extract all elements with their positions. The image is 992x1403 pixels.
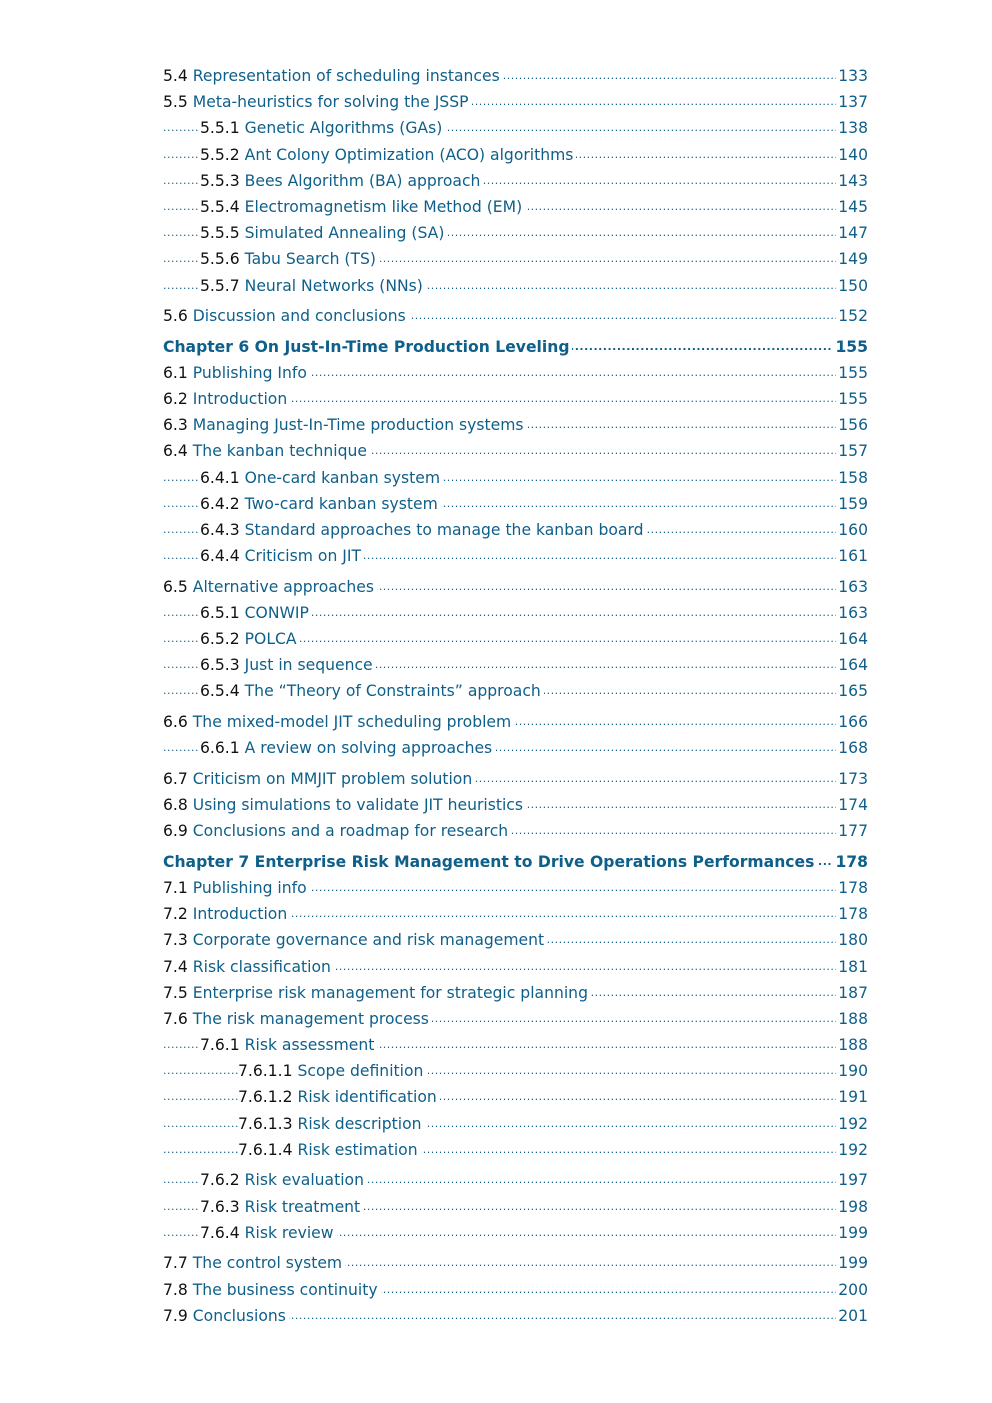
- section-number: 7.6.2: [200, 1171, 240, 1190]
- page-number: 178: [836, 901, 868, 927]
- page-number: 137: [836, 89, 868, 115]
- section-title: One-card kanban system: [244, 468, 441, 487]
- section-title: Risk evaluation: [244, 1171, 364, 1190]
- section-title: Risk assessment: [244, 1036, 375, 1055]
- section-number: 7.6: [163, 1009, 188, 1028]
- toc-entry-label: [163, 1010, 432, 1028]
- page-number: 165: [836, 678, 868, 704]
- page-number: 178: [836, 875, 868, 901]
- toc-entry-label: [163, 958, 334, 976]
- toc-entry[interactable]: [163, 1250, 868, 1276]
- toc-entry[interactable]: [163, 1111, 868, 1137]
- section-title: Genetic Algorithms (GAs): [244, 119, 443, 138]
- section-title: Discussion and conclusions: [192, 307, 406, 326]
- section-title: Electromagnetism like Method (EM): [244, 197, 523, 216]
- page-number: 191: [836, 1084, 868, 1110]
- toc-entry-label: [200, 146, 576, 164]
- toc-entry[interactable]: [163, 1167, 868, 1193]
- toc-entry[interactable]: [163, 678, 868, 704]
- toc-entry[interactable]: [163, 517, 868, 543]
- page-number: 174: [836, 792, 868, 818]
- section-number: 6.3: [163, 416, 188, 435]
- page-number: 164: [836, 626, 868, 652]
- page-number: 156: [836, 412, 868, 438]
- section-title: Criticism on JIT: [244, 547, 362, 566]
- section-title: Enterprise Risk Management to Drive Operations Performances: [254, 852, 815, 871]
- section-number: 6.2: [163, 390, 188, 409]
- toc-entry-label: [163, 93, 472, 111]
- page-number: 159: [836, 491, 868, 517]
- toc-entry-label: [163, 67, 503, 85]
- toc-entry[interactable]: [163, 792, 868, 818]
- page-number: 133: [836, 63, 868, 89]
- toc-entry[interactable]: [163, 543, 868, 569]
- page-number: 163: [836, 600, 868, 626]
- toc-entry-label: [200, 604, 312, 622]
- section-title: POLCA: [244, 630, 297, 649]
- section-title: Just in sequence: [244, 656, 373, 675]
- section-title: On Just-In-Time Production Leveling: [254, 337, 570, 356]
- section-number: 6.8: [163, 796, 188, 815]
- toc-entry-label: [163, 338, 572, 356]
- page-number: 150: [836, 273, 868, 299]
- page-number: 149: [836, 246, 868, 272]
- toc-entry-label: [163, 796, 526, 814]
- toc-entry[interactable]: [163, 360, 868, 386]
- toc-entry[interactable]: [163, 89, 868, 115]
- page-number: 198: [836, 1194, 868, 1220]
- section-number: 6.4.4: [200, 547, 240, 566]
- page-number: 197: [836, 1167, 868, 1193]
- section-title: Risk classification: [192, 957, 331, 976]
- toc-entry-label: [200, 119, 445, 137]
- toc-entry[interactable]: [163, 1058, 868, 1084]
- toc-entry-label: [163, 1254, 345, 1272]
- section-number: 5.5.6: [200, 250, 240, 269]
- section-number: 7.7: [163, 1254, 188, 1273]
- toc-entry[interactable]: [163, 273, 868, 299]
- page-number: 173: [836, 766, 868, 792]
- toc-entry[interactable]: [163, 246, 868, 272]
- toc-entry-label: [163, 822, 511, 840]
- toc-entry[interactable]: [163, 142, 868, 168]
- toc-entry-label: [200, 495, 441, 513]
- toc-entry-label: [200, 521, 647, 539]
- page-number: 155: [833, 334, 868, 360]
- toc-entry[interactable]: [163, 220, 868, 246]
- toc-entry[interactable]: [163, 626, 868, 652]
- toc-entry-label: [200, 198, 525, 216]
- toc-entry-label: [238, 1088, 440, 1106]
- toc-entry-label: [200, 682, 544, 700]
- page-number: 155: [836, 386, 868, 412]
- toc-entry-label: [200, 1198, 363, 1216]
- section-number: 5.5.3: [200, 171, 240, 190]
- section-number: 7.4: [163, 957, 188, 976]
- page-number: 199: [836, 1220, 868, 1246]
- section-title: Risk treatment: [244, 1197, 361, 1216]
- section-number: 6.6: [163, 713, 188, 732]
- section-number: 7.6.1.1: [238, 1062, 293, 1081]
- section-title: Scope definition: [297, 1062, 424, 1081]
- toc-entry[interactable]: [163, 1006, 868, 1032]
- toc-entry[interactable]: [163, 875, 868, 901]
- toc-entry-label: [200, 224, 447, 242]
- section-title: Risk review: [244, 1223, 334, 1242]
- page-number: 201: [836, 1303, 868, 1329]
- toc-entry[interactable]: [163, 600, 868, 626]
- section-title: Tabu Search (TS): [244, 250, 377, 269]
- section-number: 7.8: [163, 1280, 188, 1299]
- page-number: 147: [836, 220, 868, 246]
- section-number: 6.5.1: [200, 603, 240, 622]
- section-title: Risk identification: [297, 1088, 437, 1107]
- toc-entry[interactable]: [163, 954, 868, 980]
- section-number: 7.3: [163, 931, 188, 950]
- section-title: The business continuity: [192, 1280, 378, 1299]
- page-number: 155: [836, 360, 868, 386]
- page-number: 199: [836, 1250, 868, 1276]
- page-number: 161: [836, 543, 868, 569]
- section-title: Risk description: [297, 1114, 422, 1133]
- toc-entry-label: [200, 739, 495, 757]
- section-title: Bees Algorithm (BA) approach: [244, 171, 481, 190]
- section-number: Chapter 6: [163, 337, 250, 356]
- toc-entry-label: [163, 390, 290, 408]
- page-number: 187: [836, 980, 868, 1006]
- toc-entry[interactable]: [163, 1032, 868, 1058]
- section-number: Chapter 7: [163, 852, 250, 871]
- section-title: Representation of scheduling instances: [192, 67, 500, 85]
- toc-entry[interactable]: [163, 168, 868, 194]
- section-title: Introduction: [192, 905, 288, 924]
- section-title: Conclusions and a roadmap for research: [192, 822, 509, 841]
- toc-entry-label: [163, 713, 514, 731]
- section-number: 5.5.2: [200, 145, 240, 164]
- page-number: 180: [836, 927, 868, 953]
- page-number: 200: [836, 1277, 868, 1303]
- page-number: 143: [836, 168, 868, 194]
- section-number: 6.5.3: [200, 656, 240, 675]
- section-number: 6.1: [163, 363, 188, 382]
- toc-entry[interactable]: [163, 412, 868, 438]
- toc-entry-label: [238, 1062, 426, 1080]
- toc-entry-label: [200, 656, 376, 674]
- section-number: 5.5.5: [200, 224, 240, 243]
- toc-entry-label: [163, 984, 591, 1002]
- toc-entry-label: [200, 1224, 337, 1242]
- toc-entry[interactable]: [163, 491, 868, 517]
- page-number: 192: [836, 1111, 868, 1137]
- toc-entry[interactable]: [163, 927, 868, 953]
- page-number: 188: [836, 1006, 868, 1032]
- section-number: 6.5.4: [200, 682, 240, 701]
- section-number: 7.2: [163, 905, 188, 924]
- toc-entry-label: [238, 1115, 425, 1133]
- toc-entry[interactable]: [163, 652, 868, 678]
- toc-entry-label: [200, 1036, 377, 1054]
- section-number: 5.4: [163, 67, 188, 85]
- section-title: CONWIP: [244, 603, 309, 622]
- section-title: The risk management process: [192, 1009, 429, 1028]
- section-number: 5.6: [163, 307, 188, 326]
- toc-entry-label: [200, 469, 443, 487]
- page-number: 168: [836, 735, 868, 761]
- toc-chapter-entry[interactable]: [163, 849, 868, 875]
- section-number: 7.6.1.2: [238, 1088, 293, 1107]
- section-number: 6.4.3: [200, 520, 240, 539]
- section-number: 5.5.1: [200, 119, 240, 138]
- page-number: 163: [836, 574, 868, 600]
- section-title: Introduction: [192, 390, 288, 409]
- section-title: The kanban technique: [192, 442, 367, 461]
- section-number: 5.5: [163, 93, 188, 112]
- toc-entry[interactable]: [163, 1084, 868, 1110]
- section-title: Two-card kanban system: [244, 494, 438, 513]
- toc-entry[interactable]: [163, 194, 868, 220]
- toc-entry[interactable]: [163, 438, 868, 464]
- section-number: 6.5.2: [200, 630, 240, 649]
- page-number: 157: [836, 438, 868, 464]
- section-title: A review on solving approaches: [244, 739, 493, 758]
- section-title: Publishing Info: [192, 363, 307, 382]
- toc-chapter-entry[interactable]: [163, 334, 868, 360]
- page-number: 166: [836, 709, 868, 735]
- section-title: Corporate governance and risk management: [192, 931, 545, 950]
- page-number: 192: [836, 1137, 868, 1163]
- section-number: 7.6.1.4: [238, 1140, 293, 1159]
- page-number: 190: [836, 1058, 868, 1084]
- section-number: 6.4: [163, 442, 188, 461]
- toc-entry[interactable]: [163, 901, 868, 927]
- toc-entry[interactable]: [163, 766, 868, 792]
- toc-entry-label: [163, 905, 290, 923]
- section-number: 6.6.1: [200, 739, 240, 758]
- section-title: Neural Networks (NNs): [244, 276, 423, 295]
- toc-entry-label: [200, 277, 426, 295]
- toc-entry-label: [200, 547, 364, 565]
- section-number: 7.5: [163, 983, 188, 1002]
- toc-entry-label: [200, 1171, 367, 1189]
- toc-entry[interactable]: [163, 465, 868, 491]
- toc-entry-label: [163, 1281, 381, 1299]
- section-number: 7.6.4: [200, 1223, 240, 1242]
- toc-entry[interactable]: [163, 1303, 868, 1329]
- toc-entry[interactable]: [163, 574, 868, 600]
- toc-entry-label: [163, 770, 475, 788]
- toc-entry-label: [200, 630, 300, 648]
- section-number: 6.4.1: [200, 468, 240, 487]
- toc-entry[interactable]: [163, 709, 868, 735]
- toc-entry-label: [163, 416, 527, 434]
- section-number: 5.5.7: [200, 276, 240, 295]
- toc-entry[interactable]: [163, 1220, 868, 1246]
- toc-entry[interactable]: [163, 1194, 868, 1220]
- toc-entry-label: [163, 879, 310, 897]
- toc-entry[interactable]: [163, 980, 868, 1006]
- section-number: 7.6.1.3: [238, 1114, 293, 1133]
- toc-entry-label: [163, 1307, 289, 1325]
- toc-entry[interactable]: [163, 735, 868, 761]
- section-number: 7.9: [163, 1306, 188, 1325]
- section-number: 7.6.3: [200, 1197, 240, 1216]
- page-number: 177: [836, 818, 868, 844]
- page-number: 138: [836, 115, 868, 141]
- toc-entry[interactable]: [163, 1137, 868, 1163]
- page-number: 164: [836, 652, 868, 678]
- toc-entry[interactable]: [163, 115, 868, 141]
- toc-entry-label: [200, 250, 379, 268]
- toc-entry-label: [163, 442, 370, 460]
- toc-entry[interactable]: [163, 1277, 868, 1303]
- page-number: 158: [836, 465, 868, 491]
- section-number: 6.9: [163, 822, 188, 841]
- section-number: 6.4.2: [200, 494, 240, 513]
- section-number: 7.1: [163, 878, 188, 897]
- section-title: Conclusions: [192, 1306, 286, 1325]
- toc-entry[interactable]: [163, 386, 868, 412]
- section-title: The “Theory of Constraints” approach: [244, 682, 541, 701]
- section-number: 6.7: [163, 769, 188, 788]
- toc-entry-label: [200, 172, 483, 190]
- page-number: 188: [836, 1032, 868, 1058]
- section-number: 6.5: [163, 577, 188, 596]
- page-number: 160: [836, 517, 868, 543]
- page-number: 140: [836, 142, 868, 168]
- section-title: The mixed-model JIT scheduling problem: [192, 713, 512, 732]
- section-title: Ant Colony Optimization (ACO) algorithms: [244, 145, 574, 164]
- page-number: 152: [836, 303, 868, 329]
- toc-entry-label: [163, 307, 409, 325]
- section-title: Publishing info: [192, 878, 307, 897]
- section-title: Enterprise risk management for strategic planning: [192, 983, 588, 1002]
- toc-entry-label: [238, 1141, 421, 1159]
- toc-entry-label: [163, 578, 377, 596]
- section-title: Risk estimation: [297, 1140, 418, 1159]
- section-number: 7.6.1: [200, 1036, 240, 1055]
- toc-entry[interactable]: [163, 303, 868, 329]
- section-title: Alternative approaches: [192, 577, 374, 596]
- section-title: Managing Just-In-Time production systems: [192, 416, 524, 435]
- section-title: Criticism on MMJIT problem solution: [192, 769, 473, 788]
- page-number: 181: [836, 954, 868, 980]
- page-number: 145: [836, 194, 868, 220]
- section-title: Meta-heuristics for solving the JSSP: [192, 93, 469, 112]
- toc-entry-label: [163, 853, 817, 871]
- section-number: 5.5.4: [200, 197, 240, 216]
- section-title: Standard approaches to manage the kanban board: [244, 520, 644, 539]
- toc-entry-label: [163, 931, 547, 949]
- toc-entry[interactable]: [163, 818, 868, 844]
- section-title: Simulated Annealing (SA): [244, 224, 445, 243]
- toc-entry-label: [163, 364, 310, 382]
- section-title: The control system: [192, 1254, 343, 1273]
- page-number: 178: [833, 849, 868, 875]
- section-title: Using simulations to validate JIT heuristics: [192, 796, 523, 815]
- toc-entry[interactable]: [163, 63, 868, 89]
- table-of-contents: [163, 63, 868, 1329]
